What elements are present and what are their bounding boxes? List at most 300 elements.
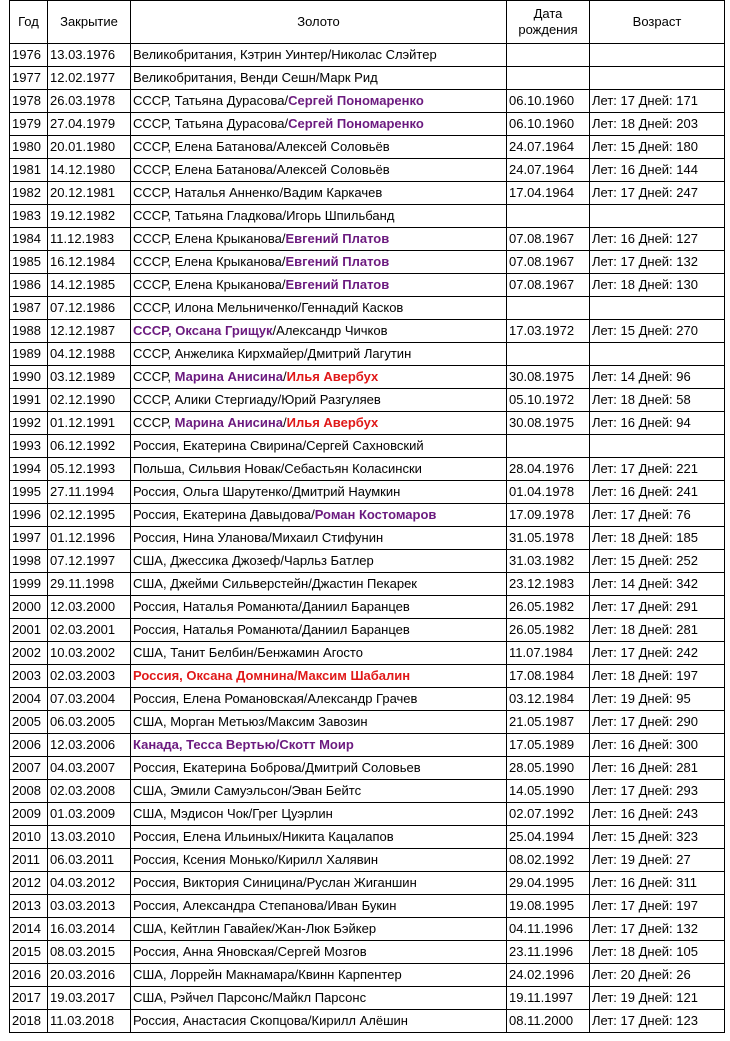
table-row	[10, 803, 725, 826]
cell-age: Лет: 16 Дней: 94	[590, 412, 725, 435]
cell-closing-date: 14.12.1980	[48, 159, 131, 182]
junior-world-champions-table	[9, 0, 725, 1033]
gold-text-segment: Россия, Наталья Романюта/Даниил Баранцев	[133, 599, 410, 614]
gold-text-segment: /Александр Чичков	[272, 323, 388, 338]
cell-birth-date: 24.02.1996	[507, 964, 590, 987]
gold-text-segment: Канада, Тесса Вертью/Скотт Моир	[133, 737, 354, 752]
cell-closing-date: 11.12.1983	[48, 228, 131, 251]
cell-age: Лет: 19 Дней: 95	[590, 688, 725, 711]
cell-year: 1992	[10, 412, 48, 435]
cell-age	[590, 67, 725, 90]
table-row	[10, 205, 725, 228]
gold-text-segment: СССР,	[133, 415, 175, 430]
cell-birth-date: 24.07.1964	[507, 159, 590, 182]
cell-gold-pair	[131, 205, 507, 228]
cell-gold-pair	[131, 734, 507, 757]
cell-closing-date: 01.03.2009	[48, 803, 131, 826]
cell-year: 2006	[10, 734, 48, 757]
cell-closing-date: 10.03.2002	[48, 642, 131, 665]
cell-year: 1991	[10, 389, 48, 412]
cell-birth-date: 29.04.1995	[507, 872, 590, 895]
gold-text-segment: Россия, Наталья Романюта/Даниил Баранцев	[133, 622, 410, 637]
header-birth-date: Дата рождения	[507, 1, 590, 44]
table-row	[10, 688, 725, 711]
cell-birth-date	[507, 67, 590, 90]
cell-closing-date: 27.04.1979	[48, 113, 131, 136]
cell-closing-date: 20.01.1980	[48, 136, 131, 159]
cell-year: 1981	[10, 159, 48, 182]
header-gold: Золото	[131, 1, 507, 44]
gold-text-segment: СССР, Елена Крыканова/	[133, 254, 286, 269]
table-row	[10, 182, 725, 205]
cell-birth-date: 26.05.1982	[507, 619, 590, 642]
gold-text-segment: СССР, Алики Стергиаду/Юрий Разгуляев	[133, 392, 381, 407]
cell-birth-date: 28.05.1990	[507, 757, 590, 780]
cell-year: 2003	[10, 665, 48, 688]
cell-age: Лет: 15 Дней: 323	[590, 826, 725, 849]
cell-age	[590, 297, 725, 320]
table-row	[10, 435, 725, 458]
cell-closing-date: 05.12.1993	[48, 458, 131, 481]
gold-text-segment: Россия, Нина Уланова/Михаил Стифунин	[133, 530, 384, 545]
cell-gold-pair	[131, 458, 507, 481]
cell-year: 1995	[10, 481, 48, 504]
cell-closing-date: 27.11.1994	[48, 481, 131, 504]
cell-age: Лет: 18 Дней: 130	[590, 274, 725, 297]
cell-gold-pair	[131, 527, 507, 550]
table-row	[10, 90, 725, 113]
gold-text-segment: СССР, Елена Крыканова/	[133, 231, 286, 246]
gold-text-segment: США, Морган Метьюз/Максим Завозин	[133, 714, 368, 729]
cell-closing-date: 07.03.2004	[48, 688, 131, 711]
cell-year: 1997	[10, 527, 48, 550]
cell-age: Лет: 15 Дней: 252	[590, 550, 725, 573]
gold-text-segment: СССР, Елена Батанова/Алексей Соловьёв	[133, 162, 390, 177]
gold-text-segment: СССР, Елена Крыканова/	[133, 277, 286, 292]
table-row	[10, 481, 725, 504]
table-row	[10, 389, 725, 412]
cell-age: Лет: 16 Дней: 311	[590, 872, 725, 895]
table-row	[10, 550, 725, 573]
cell-gold-pair	[131, 1010, 507, 1033]
cell-age: Лет: 19 Дней: 27	[590, 849, 725, 872]
cell-gold-pair	[131, 757, 507, 780]
cell-closing-date: 19.12.1982	[48, 205, 131, 228]
cell-year: 2014	[10, 918, 48, 941]
cell-closing-date: 03.12.1989	[48, 366, 131, 389]
cell-birth-date: 06.10.1960	[507, 90, 590, 113]
gold-text-segment: СССР, Елена Батанова/Алексей Соловьёв	[133, 139, 390, 154]
cell-gold-pair	[131, 803, 507, 826]
cell-birth-date: 07.08.1967	[507, 228, 590, 251]
cell-gold-pair	[131, 780, 507, 803]
cell-age: Лет: 16 Дней: 300	[590, 734, 725, 757]
gold-text-segment: США, Эмили Самуэльсон/Эван Бейтс	[133, 783, 362, 798]
cell-closing-date: 26.03.1978	[48, 90, 131, 113]
cell-gold-pair	[131, 366, 507, 389]
cell-age: Лет: 17 Дней: 197	[590, 895, 725, 918]
cell-birth-date: 31.03.1982	[507, 550, 590, 573]
table-row	[10, 366, 725, 389]
cell-closing-date: 16.12.1984	[48, 251, 131, 274]
table-row	[10, 734, 725, 757]
cell-birth-date: 05.10.1972	[507, 389, 590, 412]
cell-birth-date: 21.05.1987	[507, 711, 590, 734]
gold-text-segment: США, Джейми Сильверстейн/Джастин Пекарек	[133, 576, 417, 591]
cell-birth-date: 23.11.1996	[507, 941, 590, 964]
cell-age: Лет: 17 Дней: 247	[590, 182, 725, 205]
cell-age: Лет: 16 Дней: 281	[590, 757, 725, 780]
cell-age	[590, 44, 725, 67]
table-row	[10, 113, 725, 136]
gold-text-segment: Россия, Ольга Шарутенко/Дмитрий Наумкин	[133, 484, 401, 499]
gold-text-segment: Россия, Екатерина Давыдова/	[133, 507, 315, 522]
cell-birth-date: 28.04.1976	[507, 458, 590, 481]
cell-closing-date: 13.03.2010	[48, 826, 131, 849]
cell-year: 2001	[10, 619, 48, 642]
cell-age: Лет: 18 Дней: 105	[590, 941, 725, 964]
cell-year: 1976	[10, 44, 48, 67]
cell-birth-date: 19.08.1995	[507, 895, 590, 918]
cell-closing-date: 04.03.2012	[48, 872, 131, 895]
table-row	[10, 67, 725, 90]
cell-closing-date: 06.03.2005	[48, 711, 131, 734]
table-row	[10, 251, 725, 274]
gold-text-segment: /	[283, 369, 287, 384]
cell-gold-pair	[131, 182, 507, 205]
cell-year: 2002	[10, 642, 48, 665]
gold-text-segment: Россия, Ксения Монько/Кирилл Халявин	[133, 852, 379, 867]
cell-birth-date	[507, 343, 590, 366]
cell-birth-date: 07.08.1967	[507, 251, 590, 274]
gold-text-segment: Россия, Елена Ильиных/Никита Кацалапов	[133, 829, 394, 844]
cell-age: Лет: 14 Дней: 342	[590, 573, 725, 596]
table-row	[10, 297, 725, 320]
cell-gold-pair	[131, 504, 507, 527]
cell-age: Лет: 15 Дней: 180	[590, 136, 725, 159]
gold-text-segment: СССР, Татьяна Дурасова/	[133, 93, 289, 108]
cell-gold-pair	[131, 90, 507, 113]
cell-closing-date: 13.03.1976	[48, 44, 131, 67]
cell-gold-pair	[131, 711, 507, 734]
cell-birth-date: 03.12.1984	[507, 688, 590, 711]
cell-age: Лет: 18 Дней: 197	[590, 665, 725, 688]
cell-gold-pair	[131, 481, 507, 504]
gold-text-segment: Великобритания, Венди Сешн/Марк Рид	[133, 70, 378, 85]
cell-age: Лет: 17 Дней: 291	[590, 596, 725, 619]
cell-gold-pair	[131, 918, 507, 941]
cell-age: Лет: 17 Дней: 76	[590, 504, 725, 527]
gold-text-segment: Россия, Александра Степанова/Иван Букин	[133, 898, 397, 913]
table-row	[10, 849, 725, 872]
table-row	[10, 826, 725, 849]
cell-gold-pair	[131, 826, 507, 849]
gold-text-segment: США, Танит Белбин/Бенжамин Агосто	[133, 645, 363, 660]
cell-gold-pair	[131, 550, 507, 573]
cell-age	[590, 343, 725, 366]
cell-year: 1986	[10, 274, 48, 297]
cell-gold-pair	[131, 987, 507, 1010]
cell-age: Лет: 17 Дней: 290	[590, 711, 725, 734]
gold-text-segment: Евгений Платов	[285, 231, 390, 246]
cell-birth-date: 08.11.2000	[507, 1010, 590, 1033]
cell-closing-date: 07.12.1997	[48, 550, 131, 573]
cell-birth-date: 02.07.1992	[507, 803, 590, 826]
cell-gold-pair	[131, 895, 507, 918]
cell-age: Лет: 17 Дней: 242	[590, 642, 725, 665]
gold-text-segment: Россия, Анастасия Скопцова/Кирилл Алёшин	[133, 1013, 408, 1028]
table-row	[10, 757, 725, 780]
cell-age: Лет: 18 Дней: 58	[590, 389, 725, 412]
cell-closing-date: 12.03.2006	[48, 734, 131, 757]
cell-closing-date: 12.12.1987	[48, 320, 131, 343]
gold-text-segment: Роман Костомаров	[314, 507, 437, 522]
cell-gold-pair	[131, 435, 507, 458]
cell-closing-date: 02.03.2003	[48, 665, 131, 688]
cell-gold-pair	[131, 113, 507, 136]
cell-age: Лет: 16 Дней: 127	[590, 228, 725, 251]
cell-year: 1993	[10, 435, 48, 458]
gold-text-segment: СССР, Анжелика Кирхмайер/Дмитрий Лагутин	[133, 346, 412, 361]
gold-text-segment: США, Лоррейн Макнамара/Квинн Карпентер	[133, 967, 402, 982]
cell-birth-date: 17.05.1989	[507, 734, 590, 757]
table-row	[10, 412, 725, 435]
gold-text-segment: СССР, Татьяна Гладкова/Игорь Шпильбанд	[133, 208, 395, 223]
table-row	[10, 918, 725, 941]
gold-text-segment: Илья Авербух	[286, 415, 379, 430]
cell-birth-date: 07.08.1967	[507, 274, 590, 297]
cell-year: 1990	[10, 366, 48, 389]
header-year: Год	[10, 1, 48, 44]
gold-text-segment: Марина Анисина	[174, 415, 283, 430]
cell-closing-date: 04.12.1988	[48, 343, 131, 366]
gold-text-segment: СССР, Оксана Грищук	[133, 323, 273, 338]
table-row	[10, 573, 725, 596]
cell-birth-date: 24.07.1964	[507, 136, 590, 159]
cell-gold-pair	[131, 688, 507, 711]
gold-text-segment: США, Джессика Джозеф/Чарльз Батлер	[133, 553, 374, 568]
cell-year: 1979	[10, 113, 48, 136]
cell-birth-date: 23.12.1983	[507, 573, 590, 596]
cell-gold-pair	[131, 320, 507, 343]
cell-gold-pair	[131, 389, 507, 412]
cell-age: Лет: 18 Дней: 185	[590, 527, 725, 550]
cell-year: 1977	[10, 67, 48, 90]
cell-birth-date	[507, 435, 590, 458]
table-row	[10, 504, 725, 527]
cell-birth-date: 19.11.1997	[507, 987, 590, 1010]
gold-text-segment: США, Рэйчел Парсонс/Майкл Парсонс	[133, 990, 367, 1005]
header-age: Возраст	[590, 1, 725, 44]
cell-closing-date: 03.03.2013	[48, 895, 131, 918]
results-table-container	[9, 0, 725, 1033]
cell-closing-date: 11.03.2018	[48, 1010, 131, 1033]
cell-age: Лет: 17 Дней: 132	[590, 251, 725, 274]
cell-closing-date: 06.12.1992	[48, 435, 131, 458]
cell-birth-date: 31.05.1978	[507, 527, 590, 550]
gold-text-segment: СССР, Татьяна Дурасова/	[133, 116, 289, 131]
cell-age: Лет: 20 Дней: 26	[590, 964, 725, 987]
cell-birth-date: 17.08.1984	[507, 665, 590, 688]
gold-text-segment: Россия, Екатерина Боброва/Дмитрий Соловьев	[133, 760, 421, 775]
cell-closing-date: 20.03.2016	[48, 964, 131, 987]
cell-birth-date: 26.05.1982	[507, 596, 590, 619]
cell-gold-pair	[131, 343, 507, 366]
cell-year: 2011	[10, 849, 48, 872]
cell-gold-pair	[131, 228, 507, 251]
cell-birth-date: 30.08.1975	[507, 412, 590, 435]
cell-closing-date: 20.12.1981	[48, 182, 131, 205]
cell-gold-pair	[131, 297, 507, 320]
cell-birth-date: 17.04.1964	[507, 182, 590, 205]
cell-birth-date	[507, 44, 590, 67]
table-row	[10, 780, 725, 803]
table-row	[10, 136, 725, 159]
cell-year: 2010	[10, 826, 48, 849]
gold-text-segment: Россия, Оксана Домнина/Максим Шабалин	[133, 668, 411, 683]
cell-year: 2007	[10, 757, 48, 780]
cell-birth-date: 01.04.1978	[507, 481, 590, 504]
cell-gold-pair	[131, 251, 507, 274]
gold-text-segment: Польша, Сильвия Новак/Себастьян Коласински	[133, 461, 422, 476]
cell-birth-date: 17.09.1978	[507, 504, 590, 527]
cell-birth-date: 14.05.1990	[507, 780, 590, 803]
table-row	[10, 527, 725, 550]
cell-birth-date: 04.11.1996	[507, 918, 590, 941]
cell-age: Лет: 16 Дней: 144	[590, 159, 725, 182]
cell-closing-date: 07.12.1986	[48, 297, 131, 320]
cell-year: 1989	[10, 343, 48, 366]
cell-age: Лет: 18 Дней: 203	[590, 113, 725, 136]
cell-gold-pair	[131, 619, 507, 642]
table-row	[10, 642, 725, 665]
cell-closing-date: 02.03.2001	[48, 619, 131, 642]
cell-gold-pair	[131, 849, 507, 872]
gold-text-segment: США, Мэдисон Чок/Грег Цуэрлин	[133, 806, 333, 821]
cell-birth-date: 08.02.1992	[507, 849, 590, 872]
cell-gold-pair	[131, 67, 507, 90]
cell-year: 1998	[10, 550, 48, 573]
header-closing: Закрытие	[48, 1, 131, 44]
cell-closing-date: 14.12.1985	[48, 274, 131, 297]
cell-birth-date	[507, 205, 590, 228]
cell-year: 1983	[10, 205, 48, 228]
cell-closing-date: 29.11.1998	[48, 573, 131, 596]
cell-age: Лет: 14 Дней: 96	[590, 366, 725, 389]
cell-gold-pair	[131, 136, 507, 159]
cell-gold-pair	[131, 964, 507, 987]
gold-text-segment: Илья Авербух	[286, 369, 379, 384]
table-body	[10, 44, 725, 1033]
cell-year: 2004	[10, 688, 48, 711]
cell-closing-date: 02.12.1995	[48, 504, 131, 527]
cell-year: 1987	[10, 297, 48, 320]
cell-gold-pair	[131, 159, 507, 182]
table-row	[10, 320, 725, 343]
cell-birth-date: 25.04.1994	[507, 826, 590, 849]
cell-birth-date: 17.03.1972	[507, 320, 590, 343]
cell-year: 2005	[10, 711, 48, 734]
gold-text-segment: Марина Анисина	[174, 369, 283, 384]
gold-text-segment: СССР, Илона Мельниченко/Геннадий Касков	[133, 300, 404, 315]
cell-year: 2015	[10, 941, 48, 964]
cell-year: 1978	[10, 90, 48, 113]
table-row	[10, 872, 725, 895]
cell-year: 1996	[10, 504, 48, 527]
table-row	[10, 619, 725, 642]
gold-text-segment: Россия, Елена Романовская/Александр Грачев	[133, 691, 418, 706]
gold-text-segment: Евгений Платов	[285, 277, 390, 292]
cell-year: 2012	[10, 872, 48, 895]
gold-text-segment: СССР,	[133, 369, 175, 384]
cell-gold-pair	[131, 642, 507, 665]
table-row	[10, 987, 725, 1010]
cell-year: 1984	[10, 228, 48, 251]
gold-text-segment: Великобритания, Кэтрин Уинтер/Николас Слэйтер	[133, 47, 437, 62]
cell-gold-pair	[131, 596, 507, 619]
gold-text-segment: США, Кейтлин Гавайек/Жан-Люк Бэйкер	[133, 921, 377, 936]
cell-closing-date: 16.03.2014	[48, 918, 131, 941]
cell-year: 1980	[10, 136, 48, 159]
table-row	[10, 596, 725, 619]
cell-age: Лет: 16 Дней: 241	[590, 481, 725, 504]
table-row	[10, 159, 725, 182]
cell-age: Лет: 15 Дней: 270	[590, 320, 725, 343]
table-row	[10, 343, 725, 366]
cell-closing-date: 02.12.1990	[48, 389, 131, 412]
gold-text-segment: Россия, Виктория Синицина/Руслан Жиганшин	[133, 875, 417, 890]
table-row	[10, 274, 725, 297]
table-row	[10, 895, 725, 918]
cell-year: 2009	[10, 803, 48, 826]
cell-closing-date: 04.03.2007	[48, 757, 131, 780]
cell-year: 1999	[10, 573, 48, 596]
cell-gold-pair	[131, 573, 507, 596]
cell-birth-date: 06.10.1960	[507, 113, 590, 136]
cell-gold-pair	[131, 412, 507, 435]
cell-year: 1988	[10, 320, 48, 343]
gold-text-segment: Евгений Платов	[285, 254, 390, 269]
cell-year: 2008	[10, 780, 48, 803]
cell-closing-date: 19.03.2017	[48, 987, 131, 1010]
table-row	[10, 44, 725, 67]
cell-age: Лет: 17 Дней: 293	[590, 780, 725, 803]
table-header-row	[10, 1, 725, 44]
cell-year: 2018	[10, 1010, 48, 1033]
cell-age: Лет: 16 Дней: 243	[590, 803, 725, 826]
cell-gold-pair	[131, 274, 507, 297]
cell-age	[590, 435, 725, 458]
cell-closing-date: 02.03.2008	[48, 780, 131, 803]
cell-age: Лет: 19 Дней: 121	[590, 987, 725, 1010]
cell-gold-pair	[131, 941, 507, 964]
cell-year: 2016	[10, 964, 48, 987]
gold-text-segment: /	[283, 415, 287, 430]
cell-closing-date: 01.12.1996	[48, 527, 131, 550]
cell-gold-pair	[131, 44, 507, 67]
cell-age: Лет: 17 Дней: 123	[590, 1010, 725, 1033]
gold-text-segment: СССР, Наталья Анненко/Вадим Каркачев	[133, 185, 383, 200]
table-row	[10, 665, 725, 688]
cell-closing-date: 06.03.2011	[48, 849, 131, 872]
gold-text-segment: Сергей Пономаренко	[288, 93, 424, 108]
cell-closing-date: 08.03.2015	[48, 941, 131, 964]
cell-closing-date: 01.12.1991	[48, 412, 131, 435]
cell-birth-date: 30.08.1975	[507, 366, 590, 389]
cell-year: 1982	[10, 182, 48, 205]
table-row	[10, 228, 725, 251]
table-row	[10, 1010, 725, 1033]
